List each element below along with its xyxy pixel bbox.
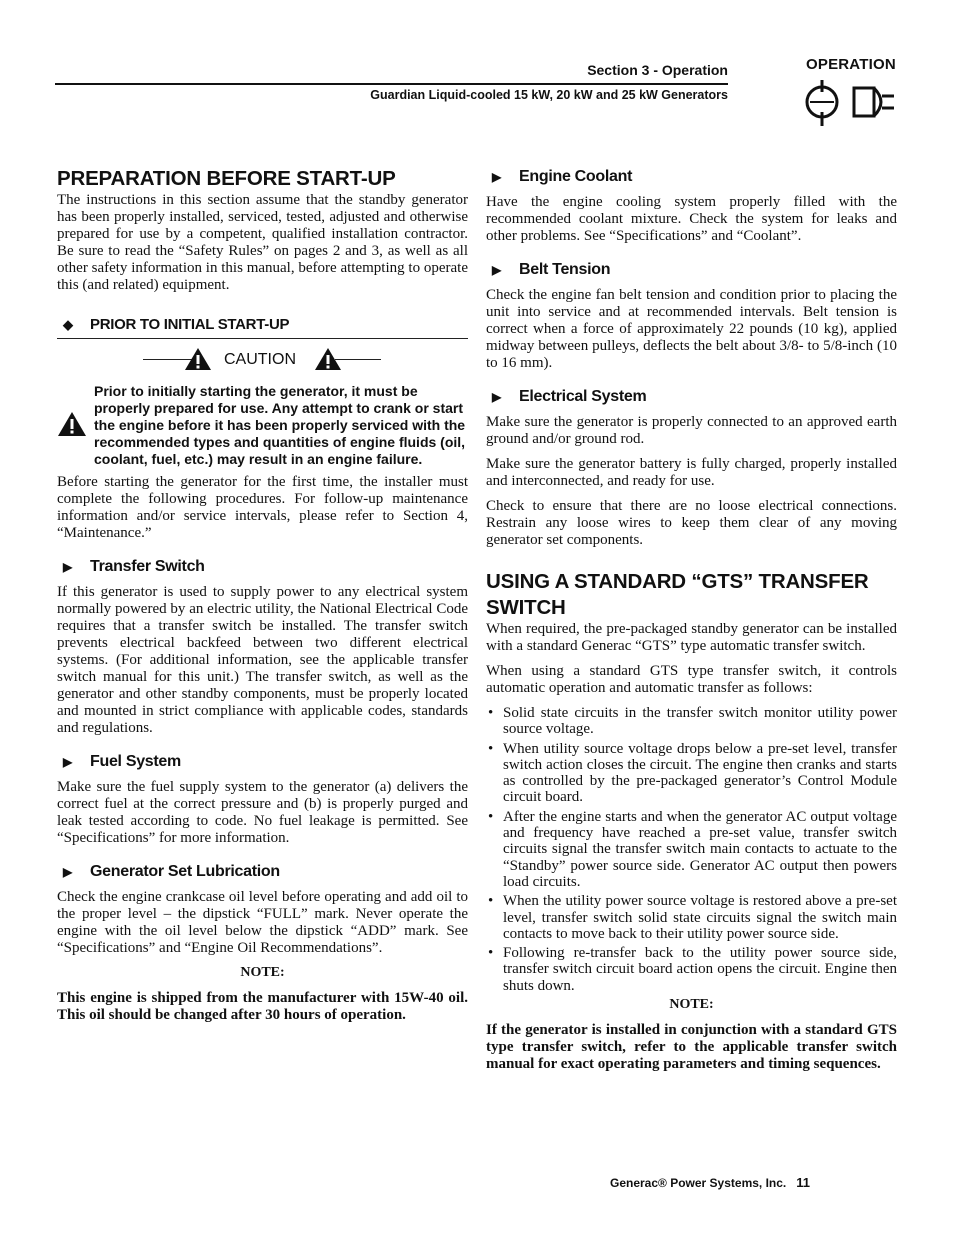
list-item: • After the engine starts and when the generator AC output voltage and frequency have reached a pre-set value, transfer switch circuits signal the transfer switch main contacts to actuate to the “Standby” power source side. Generator AC output then powers load circuits. [486, 809, 897, 890]
header-rule [55, 83, 728, 85]
triangle-bullet-icon: ▶ [63, 865, 72, 879]
left-column [57, 166, 468, 1024]
belt-body: Check the engine fan belt tension and condition prior to placing the unit into service and at recommended intervals. Belt tension is correct when a force of approximately 22 pounds (10 kg), applied midway between pulleys, deflects the belt about 3/8- to 5/8-inch (10 to 16 mm). [486, 287, 897, 371]
note-heading: NOTE: [669, 997, 714, 1013]
note-heading: NOTE: [240, 965, 285, 980]
electrical-body-1: Make sure the generator is properly connected to an approved earth ground and/or ground rod. [486, 414, 897, 447]
note-body: If the generator is installed in conjunction with a standard GTS type transfer switch, refer to the applicable transfer switch manual for exact operating parameters and timing sequences. [486, 1022, 897, 1073]
transfer-switch-body: If this generator is used to supply power to any electrical system normally powered by an electric utility, the National Electrical Code requires that a transfer switch be installed. The transfer switch prevents electrical backfeed between two different electrical systems. (For additional information, see the applicable transfer switch manual for this unit.) The transfer switch, as well as the generator and other standby components, must be properly located and mounted in strict compliance with applicable codes, standards and regulations. [57, 584, 468, 736]
plug-socket-icon [802, 76, 898, 130]
diamond-bullet-icon: ◆ [63, 317, 73, 332]
page-number: 11 [796, 1175, 811, 1190]
fuel-system-body: Make sure the fuel supply system to the generator (a) delivers the correct fuel at the correct pressure and (b) is properly purged and leak tested according to code. No fuel leakage is permitted. See “Specifications” for more information. [57, 779, 468, 846]
fuel-system-heading: ▶ Fuel System [57, 751, 468, 773]
triangle-bullet-icon: ▶ [492, 170, 501, 184]
caution-triangle-icon [184, 347, 212, 371]
warning-triangle-icon [57, 411, 87, 437]
prior-heading: ◆ PRIOR TO INITIAL START-UP [57, 314, 468, 339]
belt-heading: ▶ Belt Tension [486, 259, 897, 281]
caution-banner [57, 345, 468, 379]
list-item: • When utility source voltage drops below a pre-set level, transfer switch action closes the circuit. The engine then cranks and starts as controlled by the pre-packaged generator’s Control Module circuit board. [486, 741, 897, 806]
caution-warning: Prior to initially starting the generator, it must be properly prepared for use. Any attempt to crank or start the engine before it has been properly serviced with the recommended types and quantities of engine fluids (oil, coolant, fuel, etc.) may result in an engine failure. [57, 383, 468, 468]
gts-body-2: When using a standard GTS type transfer switch, it controls automatic operation and automatic transfer as follows: [486, 663, 897, 696]
triangle-bullet-icon: ▶ [63, 755, 72, 769]
footer-company: Generac® Power Systems, Inc. [610, 1176, 787, 1190]
coolant-heading: ▶ Engine Coolant [486, 166, 897, 188]
electrical-body-2: Make sure the generator battery is fully charged, properly installed and interconnected, and ready for use. [486, 456, 897, 489]
electrical-body-3: Check to ensure that there are no loose electrical connections. Restrain any loose wires to keep them clear of any moving generator set components. [486, 498, 897, 548]
electrical-heading: ▶ Electrical System [486, 386, 897, 408]
caution-label: CAUTION [224, 351, 296, 368]
list-item: • When the utility power source voltage is restored above a pre-set level, transfer switch solid state circuits signal the switch main contacts to move back to their utility power source side. [486, 893, 897, 942]
page-footer [610, 1175, 810, 1190]
note-body: This engine is shipped from the manufacturer with 15W-40 oil. This oil should be changed after 30 hours of operation. [57, 990, 468, 1023]
prep-heading: PREPARATION BEFORE START-UP [57, 167, 396, 190]
gts-bullet-list [486, 705, 897, 994]
gts-heading: USING A STANDARD “GTS” TRANSFER SWITCH [486, 570, 869, 619]
prep-body: The instructions in this section assume that the standby generator has been properly installed, serviced, tested, adjusted and otherwise prepared for use by a competent, qualified installation contractor. Be sure to read the “Safety Rules” on pages 2 and 3, as well as all other safety information in this manual, before attempting to operate this (and related) equipment. [57, 192, 468, 293]
transfer-switch-heading: ▶ Transfer Switch [57, 556, 468, 578]
section-title: Section 3 - Operation [587, 62, 728, 78]
lubrication-body: Check the engine crankcase oil level before operating and add oil to the proper level – the dipstick “FULL” mark. Never operate the engine with the oil level below the dipstick “ADD” mark. See “Specifications” and “Engine Oil Recommendations”. [57, 889, 468, 956]
coolant-body: Have the engine cooling system properly filled with the recommended coolant mixture. Check the system for leaks and other problems. See “Specifications” and “Coolant”. [486, 194, 897, 244]
triangle-bullet-icon: ▶ [492, 390, 501, 404]
prior-body: Before starting the generator for the first time, the installer must complete the following procedures. For follow-up maintenance information and/or service intervals, please refer to Section 4, “Maintenance.” [57, 474, 468, 541]
gts-body-1: When required, the pre-packaged standby generator can be installed with a standard Generac “GTS” type automatic transfer switch. [486, 621, 897, 654]
triangle-bullet-icon: ▶ [63, 560, 72, 574]
list-item: • Solid state circuits in the transfer switch monitor utility power source voltage. [486, 705, 897, 738]
lubrication-heading: ▶ Generator Set Lubrication [57, 861, 468, 883]
right-column [486, 166, 897, 1073]
triangle-bullet-icon: ▶ [492, 263, 501, 277]
list-item: • Following re-transfer back to the utility power source side, transfer switch circuit board action opens the circuit. Engine then shuts down. [486, 945, 897, 994]
manual-subtitle: Guardian Liquid-cooled 15 kW, 20 kW and 25 kW Generators [370, 88, 728, 102]
operation-tab-label: OPERATION [806, 56, 896, 73]
